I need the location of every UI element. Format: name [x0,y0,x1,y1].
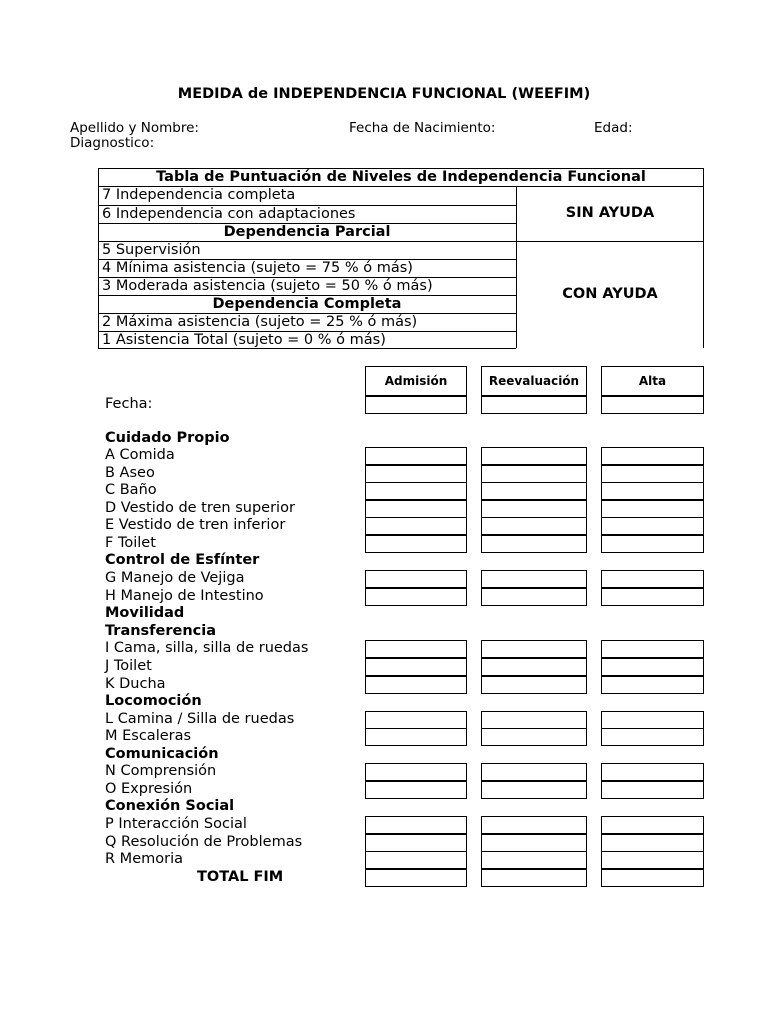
score-cell-reevaluation[interactable] [481,816,587,834]
score-cell-reevaluation[interactable] [481,447,587,465]
score-cell-admission[interactable] [365,676,467,694]
date-row-label: Fecha: [105,396,153,412]
score-cell-discharge[interactable] [601,447,704,465]
item-label: O Expresión [105,781,193,797]
score-cell-admission[interactable] [365,728,467,746]
score-cell-reevaluation[interactable] [481,465,587,483]
column-header-discharge: Alta [601,366,704,396]
with-help-label: CON AYUDA [562,286,658,302]
item-label: J Toilet [105,658,152,674]
level-row: 1 Asistencia Total (sujeto = 0 % ó más) [102,332,386,348]
score-cell-admission[interactable] [365,517,467,535]
score-cell-reevaluation[interactable] [481,781,587,799]
item-label: E Vestido de tren inferior [105,517,286,533]
score-cell-discharge[interactable] [601,851,704,869]
item-label: C Baño [105,482,157,498]
score-cell-admission[interactable] [365,570,467,588]
level-group-heading: Dependencia Parcial [223,224,391,240]
diagnosis-field-label: Diagnostico: [70,135,155,151]
score-cell-reevaluation[interactable] [481,640,587,658]
section-sphincter: Control de Esfínter [105,552,260,568]
score-cell-admission[interactable] [365,834,467,852]
score-cell-reevaluation[interactable] [481,482,587,500]
score-cell-reevaluation[interactable] [481,711,587,729]
column-header-admission: Admisión [365,366,467,396]
section-social: Conexión Social [105,798,235,814]
score-cell-discharge[interactable] [601,588,704,606]
score-cell-admission[interactable] [365,588,467,606]
score-cell-reevaluation[interactable] [481,500,587,518]
score-cell-discharge[interactable] [601,711,704,729]
score-cell-admission[interactable] [365,851,467,869]
name-field-label: Apellido y Nombre: [70,120,199,136]
levels-table-header: Tabla de Puntuación de Niveles de Independencia Funcional [156,169,646,185]
item-label: K Ducha [105,676,166,692]
score-cell-discharge[interactable] [601,763,704,781]
item-label: M Escaleras [105,728,192,744]
item-label: B Aseo [105,465,155,481]
score-cell-discharge[interactable] [601,781,704,799]
score-cell-reevaluation[interactable] [481,763,587,781]
score-cell-reevaluation[interactable] [481,517,587,535]
score-cell-discharge[interactable] [601,396,704,414]
score-cell-discharge[interactable] [601,816,704,834]
without-help-label: SIN AYUDA [565,205,655,221]
age-field-label: Edad: [594,120,633,136]
birth-date-field-label: Fecha de Nacimiento: [349,120,496,136]
table-border-right [703,168,704,348]
level-row: 7 Independencia completa [102,187,296,203]
score-cell-discharge[interactable] [601,869,704,887]
score-cell-admission[interactable] [365,781,467,799]
item-label: Q Resolución de Problemas [105,834,303,850]
score-cell-admission[interactable] [365,535,467,553]
item-label: H Manejo de Intestino [105,588,264,604]
score-cell-discharge[interactable] [601,482,704,500]
score-cell-reevaluation[interactable] [481,535,587,553]
score-cell-admission[interactable] [365,763,467,781]
score-cell-reevaluation[interactable] [481,570,587,588]
item-label: R Memoria [105,851,183,867]
score-cell-discharge[interactable] [601,500,704,518]
score-cell-discharge[interactable] [601,658,704,676]
item-label: A Comida [105,447,175,463]
score-cell-admission[interactable] [365,816,467,834]
score-cell-discharge[interactable] [601,834,704,852]
score-cell-admission[interactable] [365,465,467,483]
score-cell-discharge[interactable] [601,640,704,658]
section-communication: Comunicación [105,746,219,762]
score-cell-admission[interactable] [365,500,467,518]
level-group-heading: Dependencia Completa [212,296,402,312]
section-locomotion: Locomoción [105,693,202,709]
score-cell-discharge[interactable] [601,676,704,694]
score-cell-reevaluation[interactable] [481,728,587,746]
score-cell-reevaluation[interactable] [481,396,587,414]
item-label: I Cama, silla, silla de ruedas [105,640,309,656]
score-cell-discharge[interactable] [601,535,704,553]
level-row: 4 Mínima asistencia (sujeto = 75 % ó más) [102,260,413,276]
level-row: 3 Moderada asistencia (sujeto = 50 % ó más) [102,278,433,294]
column-header-reevaluation-label: Reevaluación [488,373,580,388]
score-cell-reevaluation[interactable] [481,588,587,606]
level-row: 5 Supervisión [102,242,201,258]
table-border-left [98,168,99,348]
score-cell-reevaluation[interactable] [481,834,587,852]
score-cell-admission[interactable] [365,482,467,500]
section-transfer: Transferencia [105,623,216,639]
score-cell-admission[interactable] [365,447,467,465]
item-label: G Manejo de Vejiga [105,570,245,586]
item-label: D Vestido de tren superior [105,500,295,516]
score-cell-admission[interactable] [365,640,467,658]
section-mobility: Movilidad [105,605,185,621]
score-cell-reevaluation[interactable] [481,869,587,887]
score-cell-discharge[interactable] [601,728,704,746]
item-label: F Toilet [105,535,156,551]
level-row: 2 Máxima asistencia (sujeto = 25 % ó más) [102,314,418,330]
score-cell-reevaluation[interactable] [481,851,587,869]
column-header-reevaluation [481,366,587,396]
score-cell-discharge[interactable] [601,570,704,588]
item-label: L Camina / Silla de ruedas [105,711,295,727]
score-cell-admission[interactable] [365,711,467,729]
score-cell-reevaluation[interactable] [481,676,587,694]
score-cell-admission[interactable] [365,396,467,414]
level-row: 6 Independencia con adaptaciones [102,206,356,222]
score-cell-admission[interactable] [365,869,467,887]
total-fim-label: TOTAL FIM [197,869,284,885]
document-title: MEDIDA de INDEPENDENCIA FUNCIONAL (WEEFIM) [177,86,591,102]
item-label: P Interacción Social [105,816,247,832]
score-cell-discharge[interactable] [601,465,704,483]
item-label: N Comprensión [105,763,217,779]
section-self-care: Cuidado Propio [105,430,230,446]
score-cell-admission[interactable] [365,658,467,676]
score-cell-reevaluation[interactable] [481,658,587,676]
score-cell-discharge[interactable] [601,517,704,535]
levels-table [98,168,704,348]
